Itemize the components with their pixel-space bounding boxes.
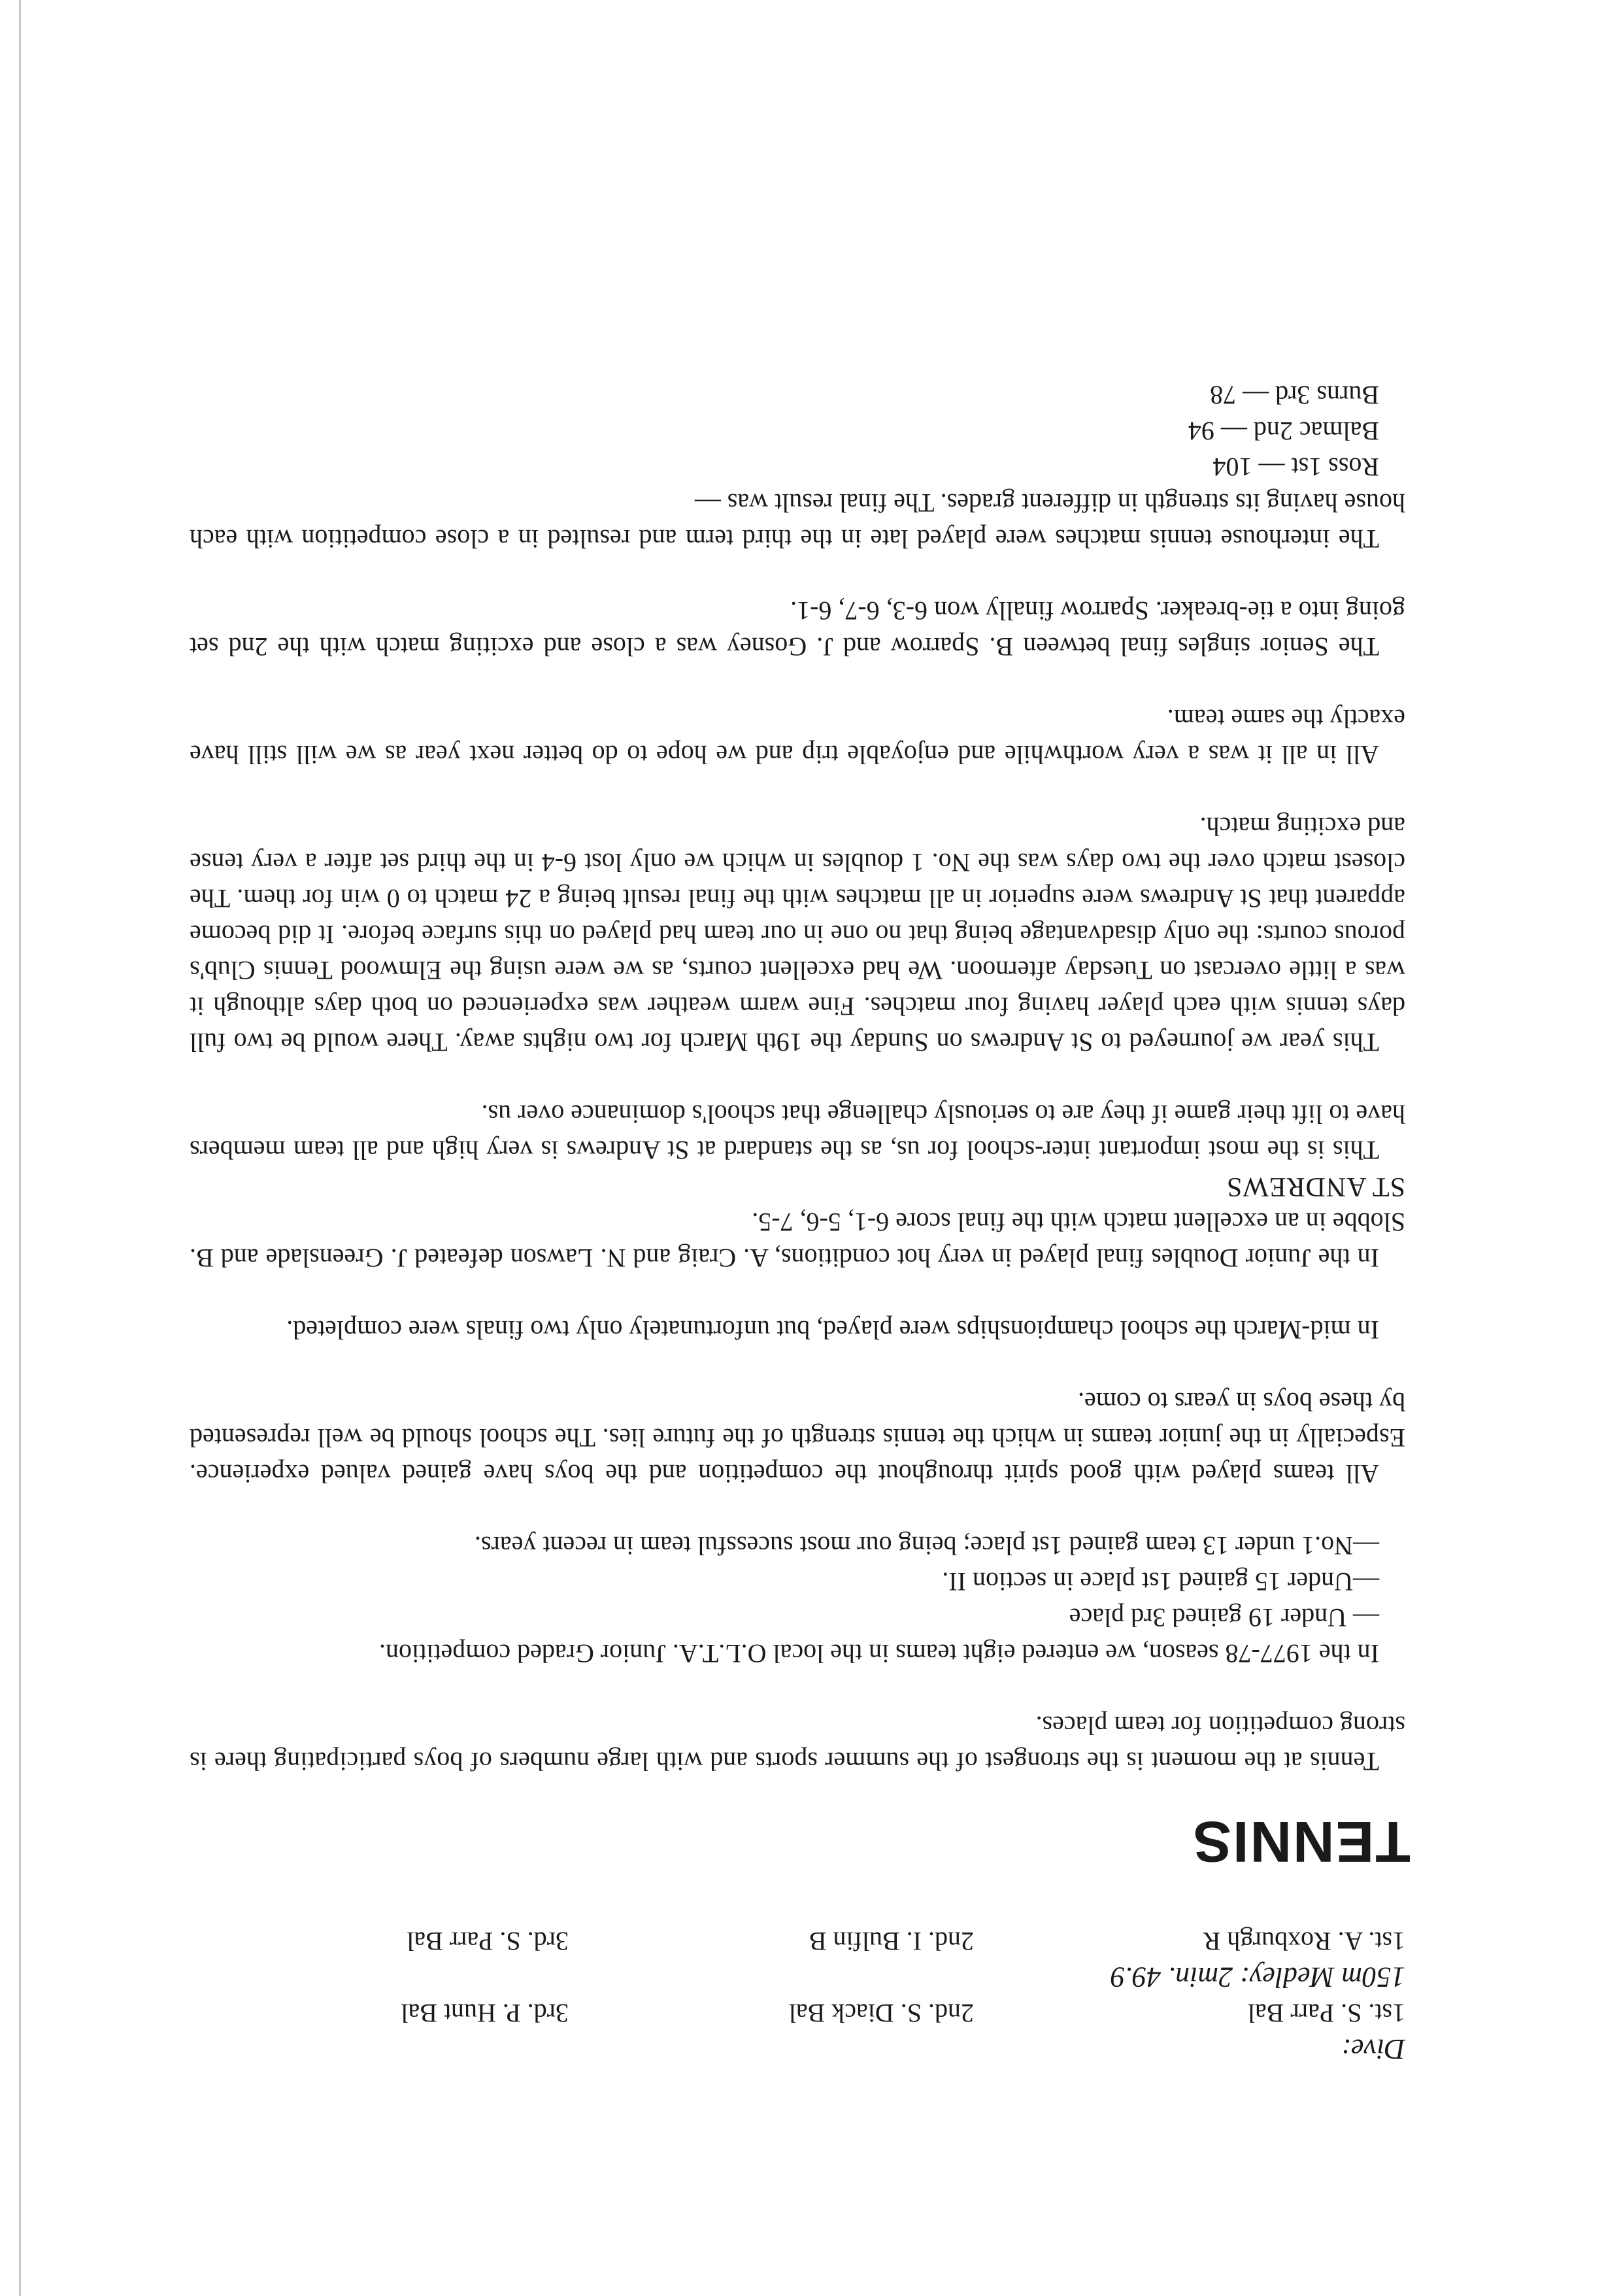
championships-paragraph: In mid-March the school championships were played, but unfortunately only two finals were completed. — [286, 1315, 1379, 1345]
medley-second: 2nd. I. Bulfin B — [809, 1927, 974, 1956]
house-result-balmac: Balmac 2nd — 94 — [1188, 416, 1379, 446]
dive-heading: Dive: — [1341, 2033, 1405, 2065]
season-result-under13: —No.1 under 13 team gained 1st place; being our most sucessful team in recent years. — [474, 1531, 1379, 1561]
spirit-paragraph: All teams played with good spirit throughout the competition and the boys have gained valued experience. Especially in the junior teams in which the tennis strength of the future lies. The school should be well represented by these boys in years to come. — [190, 1387, 1405, 1489]
medley-first: 1st. A. Roxburgh R — [1203, 1927, 1405, 1956]
st-andrews-paragraph-2: This year we journeyed to St Andrews on Sunday the 19th March for two nights away. There would be two full days tennis with each player having four matches. Fine warm weather was experienced on both days although it was a little overcast on Tuesday afternoon. We had excellent courts, as we were using the Elmwood Tennis Club's porous courts: the only disadvantage being that no one in our team had played on this surface before. It did become apparent that St Andrews were superior in all matches with the final result being a 24 match to 0 win for them. The closest match over the two days was the No. 1 doubles in which we only lost 6-4 in the third set after a very tense and exciting match. — [190, 812, 1405, 1057]
page-content — [190, 377, 1411, 2067]
st-andrews-paragraph-3: All in all it was a very worthwhile and enjoyable trip and we hope to do better next year as we will still have exactly the same team. — [190, 704, 1405, 769]
dive-second: 2nd. S. Diack Bal — [788, 1999, 974, 2028]
junior-doubles-paragraph: In the Junior Doubles final played in very hot conditions, A. Craig and N. Lawson defeated J. Greenslade and B. Slobbe in an excellent match with the final score 6-1, 5-6, 7-5. — [190, 1207, 1405, 1273]
st-andrews-paragraph-1: This is the most important inter-school for us, as the standard at St Andrews is very high and all team members have to lift their game if they are to seriously challenge that school's dominance over us. — [190, 1100, 1405, 1165]
season-intro: In the 1977-78 season, we entered eight teams in the local O.L.T.A. Junior Graded competition. — [379, 1639, 1379, 1668]
medley-heading: 150m Medley: 2min. 49.9 — [1111, 1961, 1405, 1993]
season-result-under15: —Under 15 gained 1st place in section II. — [942, 1567, 1379, 1596]
senior-singles-paragraph: The Senior singles final between B. Sparrow and J. Gosney was a close and exciting match with the 2nd set going into a tie-breaker. Sparrow finally won 6-3, 6-7, 6-1. — [190, 596, 1405, 662]
medley-third: 3rd. S. Parr Bal — [407, 1927, 569, 1956]
st-andrews-heading: ST ANDREWS — [1226, 1172, 1405, 1202]
tennis-title: TENNIS — [1192, 1810, 1411, 1874]
medley-results-row — [190, 1923, 1405, 1959]
tennis-intro: Tennis at the moment is the strongest of the summer sports and with large numbers of boys participating there is strong competition for team places. — [190, 1711, 1405, 1776]
dive-third: 3rd. P. Hunt Bal — [401, 1999, 569, 2028]
scan-edge-line — [19, 0, 21, 2296]
house-result-ross: Ross 1st — 104 — [1212, 452, 1379, 482]
dive-first: 1st. S. Parr Bal — [1247, 1999, 1405, 2028]
house-result-burns: Burns 3rd — 78 — [1210, 380, 1379, 410]
season-results-list — [190, 1528, 1405, 1636]
dive-results-row — [190, 1995, 1405, 2031]
swimming-results — [190, 1923, 1405, 2067]
house-results-list — [190, 377, 1405, 485]
season-result-under19: — Under 19 gained 3rd place — [1069, 1603, 1379, 1632]
interhouse-paragraph: The interhouse tennis matches were played late in the third term and resulted in a close competition with each house having its strength in different grades. The final result was — — [190, 488, 1405, 554]
